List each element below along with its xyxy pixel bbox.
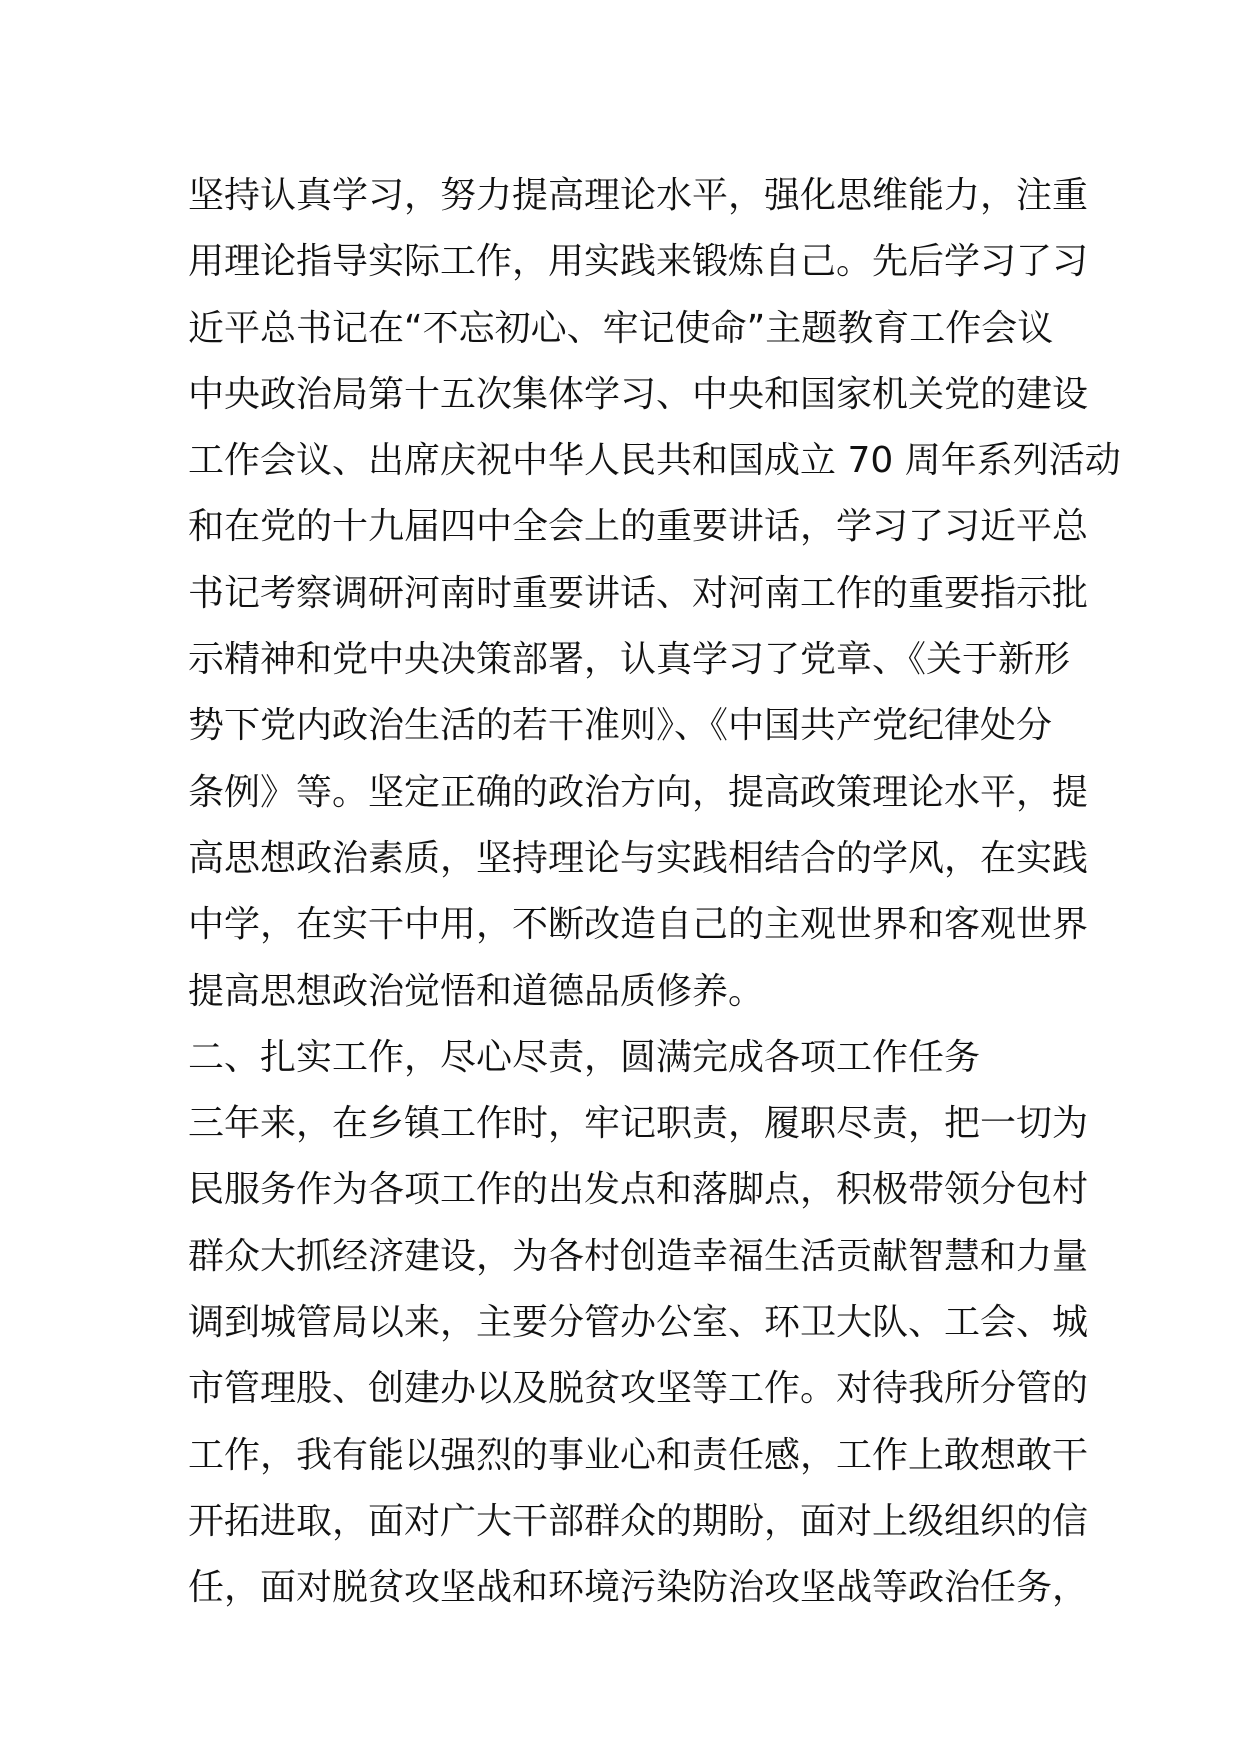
text-line: 民服务作为各项工作的出发点和落脚点，积极带领分包村 bbox=[188, 1169, 1089, 1211]
section-heading: 二、扎实工作，尽心尽责，圆满完成各项工作任务 bbox=[188, 1036, 981, 1078]
text-line: 高思想政治素质，坚持理论与实践相结合的学风，在实践 bbox=[188, 837, 1089, 879]
text-line: 坚持认真学习，努力提高理论水平，强化思维能力，注重 bbox=[188, 175, 1089, 216]
text-line: 用理论指导实际工作，用实践来锻炼自己。先后学习了习 bbox=[188, 241, 1089, 283]
text-line: 开拓进取，面对广大干部群众的期盼，面对上级组织的信 bbox=[188, 1500, 1089, 1542]
text-line: 群众大抓经济建设，为各村创造幸福生活贡献智慧和力量 bbox=[188, 1235, 1089, 1277]
text-line: 工作，我有能以强烈的事业心和责任感，工作上敢想敢干 bbox=[188, 1434, 1089, 1476]
document-body bbox=[188, 163, 1121, 1622]
text-line: 市管理股、创建办以及脱贫攻坚等工作。对待我所分管的 bbox=[188, 1368, 1089, 1410]
text-line: 势下党内政治生活的若干准则》、《中国共产党纪律处分 bbox=[188, 705, 1053, 747]
text-line: 中央政治局第十五次集体学习、中央和国家机关党的建设 bbox=[188, 373, 1089, 415]
text-line: 近平总书记在“不忘初心、牢记使命”主题教育工作会议 bbox=[188, 307, 1054, 349]
text-line: 和在党的十九届四中全会上的重要讲话，学习了习近平总 bbox=[188, 506, 1089, 548]
text-line: 调到城管局以来，主要分管办公室、环卫大队、工会、城 bbox=[188, 1302, 1089, 1344]
text-line: 任，面对脱贫攻坚战和环境污染防治攻坚战等政治任务， bbox=[188, 1567, 1089, 1609]
text-line: 书记考察调研河南时重要讲话、对河南工作的重要指示批 bbox=[188, 572, 1089, 614]
text-line: 提高思想政治觉悟和道德品质修养。 bbox=[188, 970, 765, 1012]
text-line: 工作会议、出席庆祝中华人民共和国成立 70 周年系列活动 bbox=[188, 440, 1121, 482]
text-line: 中学，在实干中用，不断改造自己的主观世界和客观世界 bbox=[188, 904, 1089, 946]
text-line: 示精神和党中央决策部署，认真学习了党章、《关于新形 bbox=[188, 639, 1071, 681]
text-line: 条例》等。坚定正确的政治方向，提高政策理论水平，提 bbox=[188, 771, 1089, 813]
text-line: 三年来，在乡镇工作时，牢记职责，履职尽责，把一切为 bbox=[188, 1103, 1089, 1145]
